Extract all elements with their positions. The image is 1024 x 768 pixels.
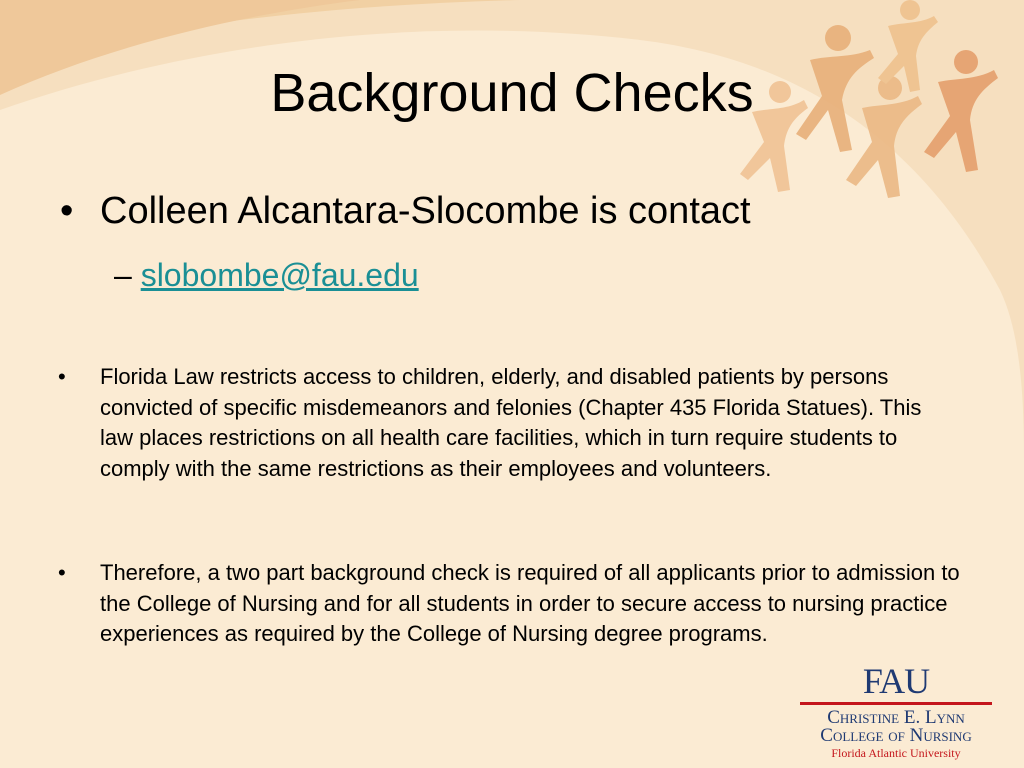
paragraph-text: Therefore, a two part background check is required of all applicants prior to admission to the College of Nursing and for all students in order to secure access to nursing practice experiences as required by the College of Nursing degree programs.: [100, 560, 960, 646]
email-link[interactable]: slobombe@fau.edu: [140, 257, 419, 293]
fau-nursing-logo: [796, 661, 996, 760]
paragraph-text: Florida Law restricts access to children, elderly, and disabled patients by persons convicted of specific misdemeanors and felonies (Chapter 435 Florida Statues). This law places restrictions on all health care facilities, which in turn require students to comply with the same restrictions as their employees and volunteers.: [100, 364, 922, 481]
email-sub-bullet: [114, 257, 419, 294]
logo-divider: [800, 702, 992, 705]
bullet-marker: •: [60, 190, 74, 232]
logo-line-2: College of Nursing: [820, 725, 972, 746]
logo-line-1: Christine E. Lynn: [827, 707, 965, 728]
logo-line-3: Florida Atlantic University: [831, 746, 961, 760]
slide-title: Background Checks: [270, 63, 754, 123]
dash-marker: –: [114, 257, 132, 293]
contact-text: Colleen Alcantara-Slocombe is contact: [100, 190, 751, 232]
fau-wordmark: FAU: [862, 661, 930, 701]
bullet-marker: •: [58, 560, 66, 585]
bullet-marker: •: [58, 364, 66, 389]
